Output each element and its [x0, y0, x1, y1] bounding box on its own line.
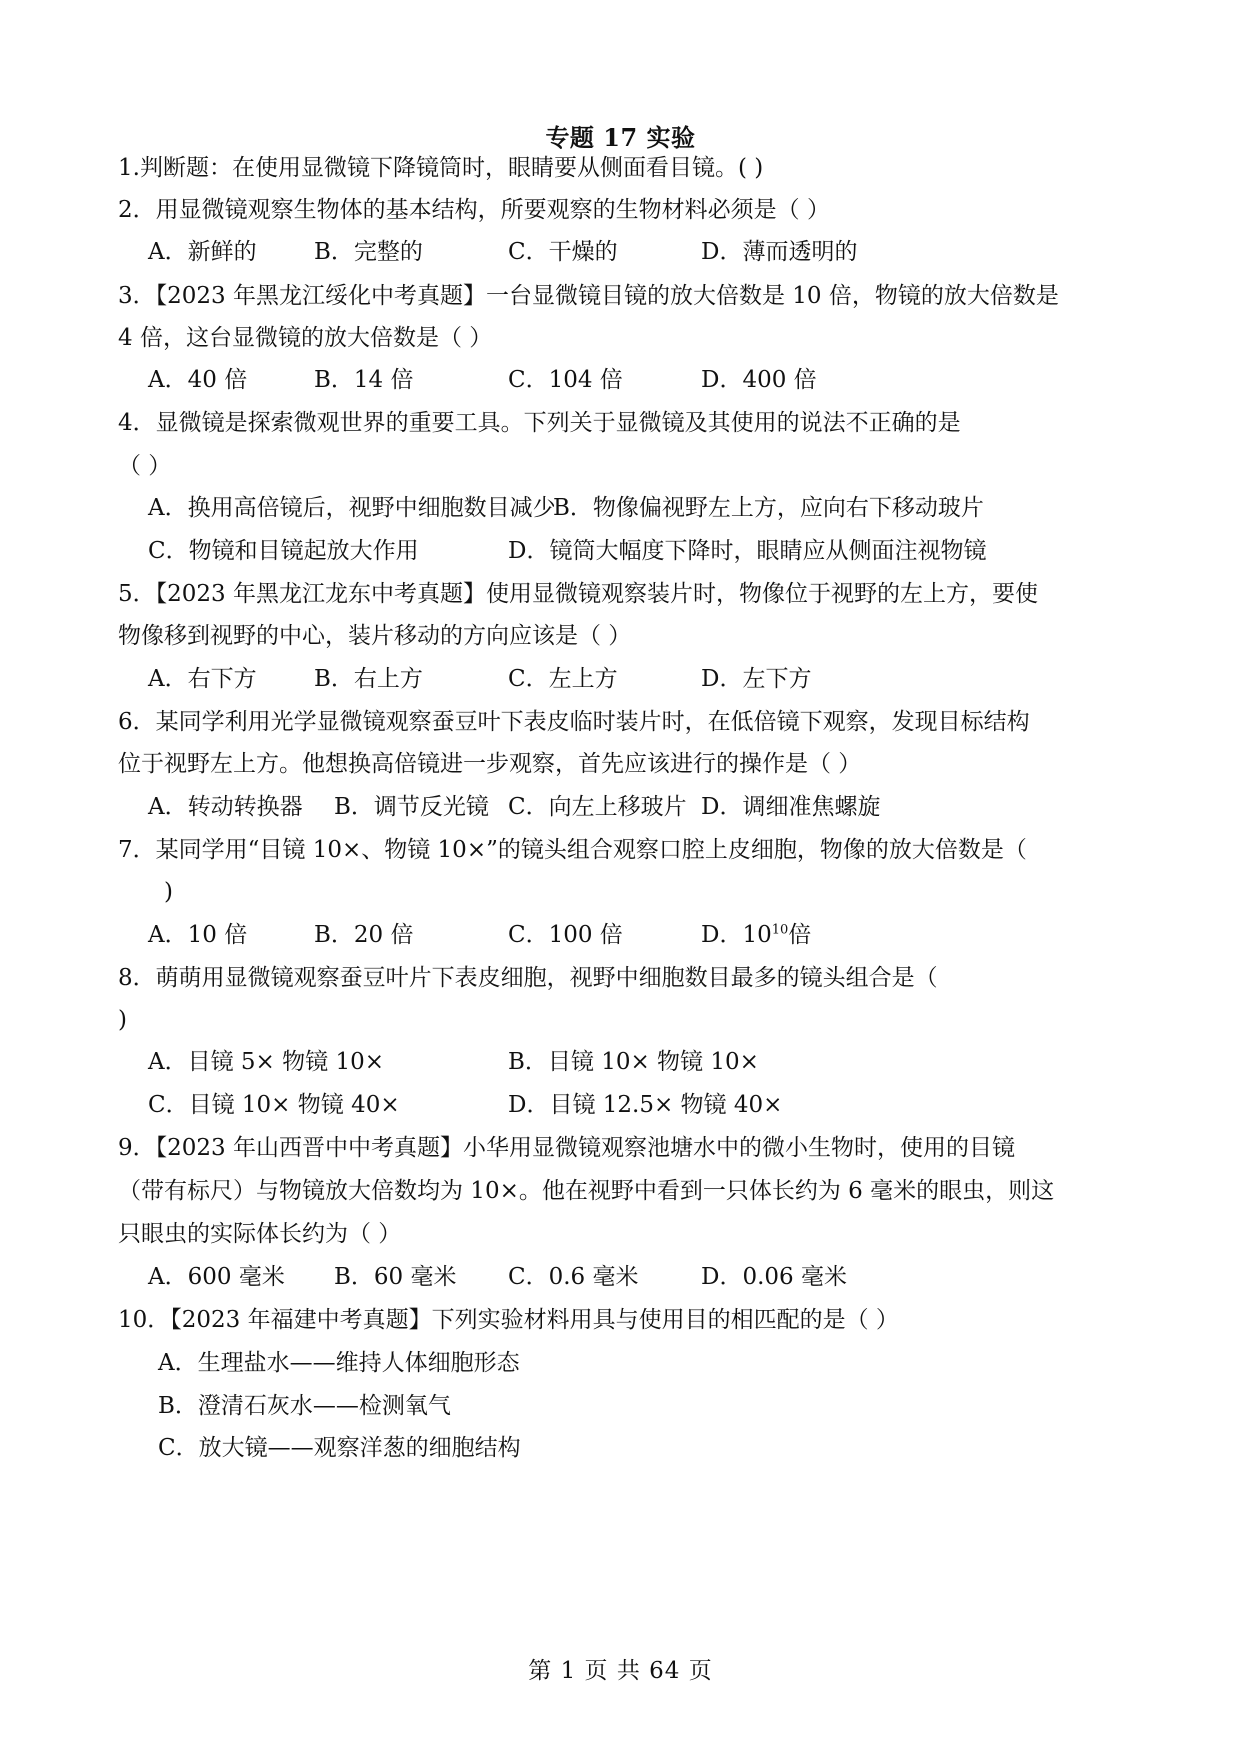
option-c: C．104 倍	[508, 367, 623, 393]
option-d: D．镜筒大幅度下降时，眼睛应从侧面注视物镜	[508, 538, 987, 564]
option-d: D．0.06 毫米	[701, 1264, 847, 1290]
option-b: B．右上方	[314, 666, 423, 692]
option-c: C．物镜和目镜起放大作用	[148, 538, 419, 564]
question-5-line-1: 5．【2023 年黑龙江龙东中考真题】使用显微镜观察装片时，物像位于视野的左上方，要使	[118, 581, 1038, 607]
question-7-line-2: )	[164, 879, 173, 905]
question-2: 2．用显微镜观察生物体的基本结构，所要观察的生物材料必须是（ ）	[118, 197, 830, 223]
option-d: D．薄而透明的	[701, 239, 858, 265]
option-c: C．向左上移玻片	[508, 794, 687, 820]
question-4-line-2: （ ）	[118, 453, 172, 479]
option-d	[701, 920, 811, 950]
question-6-line-1: 6．某同学利用光学显微镜观察蚕豆叶下表皮临时装片时，在低倍镜下观察，发现目标结构	[118, 709, 1030, 735]
option-d-exponent: 10	[771, 922, 789, 938]
option-b: B．60 毫米	[334, 1264, 457, 1290]
option-a: A．转动转换器	[148, 794, 303, 820]
option-c: C．放大镜——观察洋葱的细胞结构	[158, 1435, 521, 1461]
option-a: A．目镜 5× 物镜 10×	[148, 1049, 384, 1075]
option-b: B．14 倍	[314, 367, 414, 393]
question-5-line-2: 物像移到视野的中心，装片移动的方向应该是（ ）	[118, 623, 632, 649]
option-a: A．10 倍	[148, 922, 248, 948]
option-d-unit: 倍	[788, 922, 812, 948]
question-10-line-1: 10．【2023 年福建中考真题】下列实验材料用具与使用目的相匹配的是（ ）	[118, 1307, 899, 1333]
option-a: A．生理盐水——维持人体细胞形态	[158, 1350, 520, 1376]
option-a: A．新鲜的	[148, 239, 257, 265]
option-a: A．600 毫米	[148, 1264, 285, 1290]
question-3-line-1: 3．【2023 年黑龙江绥化中考真题】一台显微镜目镜的放大倍数是 10 倍，物镜的放大倍数是	[118, 283, 1059, 309]
option-d: D．左下方	[701, 666, 812, 692]
question-6-line-2: 位于视野左上方。他想换高倍镜进一步观察，首先应该进行的操作是（ ）	[118, 751, 862, 777]
question-9-line-2: （带有标尺）与物镜放大倍数均为 10×。他在视野中看到一只体长约为 6 毫米的眼虫，则这	[118, 1178, 1055, 1204]
option-d: D．调细准焦螺旋	[701, 794, 881, 820]
option-b: B．完整的	[314, 239, 423, 265]
question-8-line-1: 8．萌萌用显微镜观察蚕豆叶片下表皮细胞，视野中细胞数目最多的镜头组合是（	[118, 965, 938, 991]
option-d: D．目镜 12.5× 物镜 40×	[508, 1092, 783, 1118]
question-4-line-1: 4．显微镜是探索微观世界的重要工具。下列关于显微镜及其使用的说法不正确的是	[118, 410, 961, 436]
option-c: C．100 倍	[508, 922, 623, 948]
option-c: C．目镜 10× 物镜 40×	[148, 1092, 400, 1118]
option-d-base: D．10	[701, 922, 772, 948]
option-b: B．调节反光镜	[334, 794, 489, 820]
option-a: A．换用高倍镜后，视野中细胞数目减少	[148, 495, 556, 521]
option-b: B．目镜 10× 物镜 10×	[508, 1049, 759, 1075]
option-c: C．0.6 毫米	[508, 1264, 639, 1290]
option-b: B．物像偏视野左上方，应向右下移动玻片	[553, 495, 984, 521]
option-b: B．20 倍	[314, 922, 414, 948]
question-1: 1.判断题：在使用显微镜下降镜筒时，眼睛要从侧面看目镜。( )	[118, 155, 764, 181]
question-3-line-2: 4 倍，这台显微镜的放大倍数是（ ）	[118, 325, 493, 351]
question-8-line-2: )	[118, 1007, 127, 1033]
question-7-line-1: 7．某同学用“目镜 10×、物镜 10×”的镜头组合观察口腔上皮细胞，物像的放大倍数是（	[118, 837, 1027, 863]
option-b: B．澄清石灰水——检测氧气	[158, 1393, 451, 1419]
page-footer: 第 1 页 共 64 页	[528, 1658, 713, 1684]
option-a: A．右下方	[148, 666, 257, 692]
question-9-line-3: 只眼虫的实际体长约为（ ）	[118, 1221, 402, 1247]
page-title: 专题 17 实验	[545, 123, 696, 152]
option-c: C．左上方	[508, 666, 618, 692]
question-9-line-1: 9．【2023 年山西晋中中考真题】小华用显微镜观察池塘水中的微小生物时，使用的目镜	[118, 1135, 1015, 1161]
option-a: A．40 倍	[148, 367, 248, 393]
option-d: D．400 倍	[701, 367, 817, 393]
option-c: C．干燥的	[508, 239, 618, 265]
